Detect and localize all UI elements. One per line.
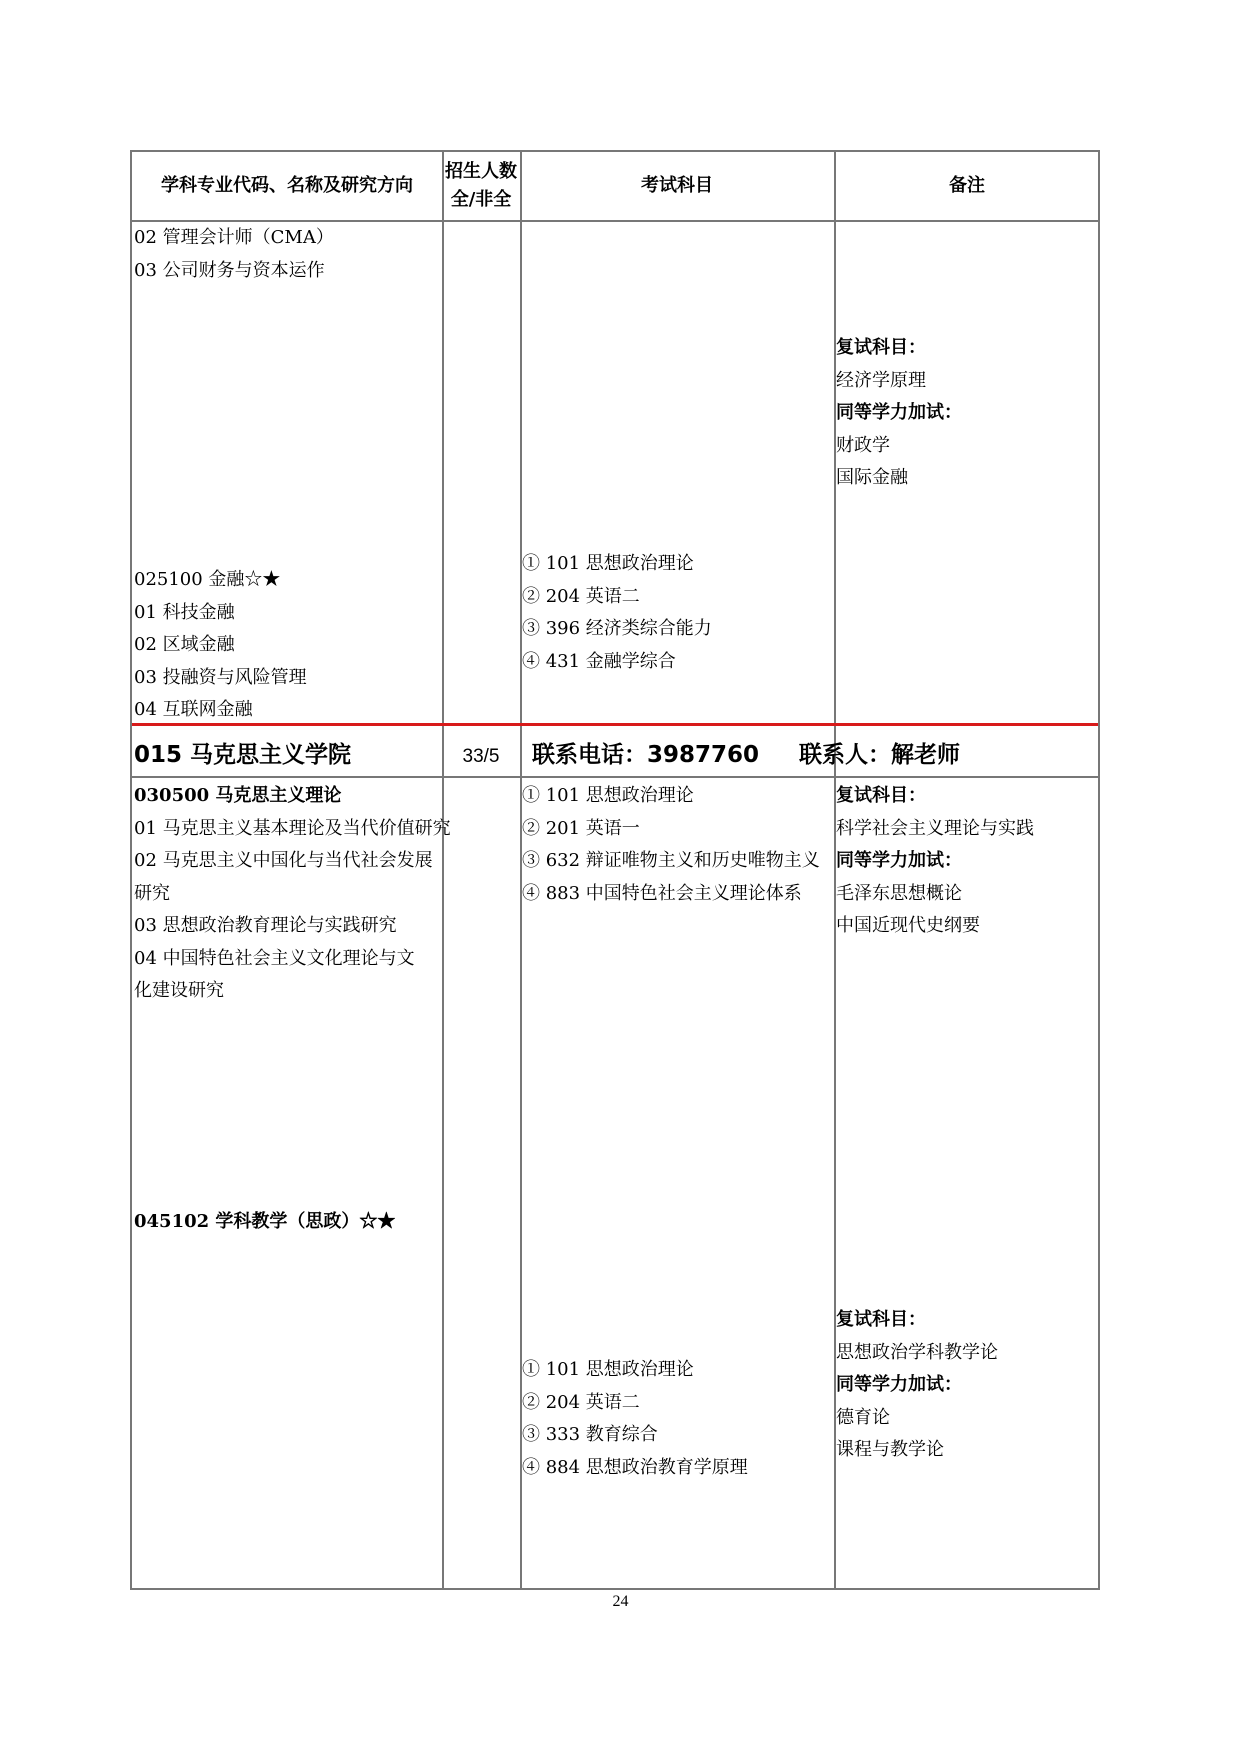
extra-subject: 财政学	[836, 434, 890, 456]
header-major: 学科专业代码、名称及研究方向	[161, 175, 413, 196]
direction-item: 01 马克思主义基本理论及当代价值研究	[134, 817, 451, 839]
direction-item: 02 区域金融	[134, 634, 235, 655]
direction-item: 研究	[134, 882, 170, 904]
major-title: 045102 学科教学（思政）☆★	[134, 1211, 396, 1232]
retest-label: 复试科目：	[836, 785, 926, 806]
school-quota: 33/5	[462, 746, 500, 767]
major-finance	[134, 564, 307, 727]
header-notes: 备注	[949, 175, 985, 196]
exam-item: ③ 632 辩证唯物主义和历史唯物主义	[522, 850, 820, 871]
notes-edu	[836, 1304, 998, 1467]
notes-marxism	[836, 780, 1034, 943]
extra-subject: 德育论	[836, 1406, 890, 1428]
major-title: 025100 金融☆★	[134, 569, 281, 590]
direction-item: 03 公司财务与资本运作	[134, 259, 325, 281]
major-edu	[134, 1206, 395, 1239]
extra-subject: 毛泽东思想概论	[836, 882, 962, 904]
direction-item: 03 思想政治教育理论与实践研究	[134, 915, 397, 936]
direction-item: 02 马克思主义中国化与当代社会发展	[134, 850, 433, 871]
exam-item: ④ 883 中国特色社会主义理论体系	[522, 882, 802, 904]
exams-marxism	[522, 780, 820, 910]
page-number: 24	[612, 1593, 629, 1610]
direction-item: 01 科技金融	[134, 601, 235, 623]
directions-continued	[134, 222, 334, 287]
exam-item: ④ 431 金融学综合	[522, 650, 676, 672]
exam-item: ④ 884 思想政治教育学原理	[522, 1456, 748, 1478]
major-title: 030500 马克思主义理论	[134, 785, 342, 806]
extra-exam-label: 同等学力加试：	[836, 402, 962, 423]
notes-top	[836, 332, 962, 495]
exam-item: ② 204 英语二	[522, 585, 640, 607]
admission-table	[130, 150, 1100, 1590]
extra-subject: 课程与教学论	[836, 1439, 944, 1460]
retest-subject: 科学社会主义理论与实践	[836, 817, 1034, 839]
extra-subject: 中国近现代史纲要	[836, 915, 980, 936]
exam-item: ① 101 思想政治理论	[522, 1359, 694, 1380]
major-marxism	[134, 780, 451, 1008]
direction-item: 化建设研究	[134, 980, 224, 1001]
school-name: 015 马克思主义学院	[134, 742, 352, 768]
extra-exam-label: 同等学力加试：	[836, 850, 962, 871]
exams-finance	[522, 548, 712, 678]
retest-label: 复试科目：	[836, 1309, 926, 1330]
header-exam: 考试科目	[641, 175, 713, 196]
retest-label: 复试科目：	[836, 337, 926, 358]
retest-subject: 思想政治学科教学论	[836, 1341, 998, 1363]
extra-subject: 国际金融	[836, 467, 908, 488]
extra-exam-label: 同等学力加试：	[836, 1374, 962, 1395]
direction-item: 04 中国特色社会主义文化理论与文	[134, 947, 415, 969]
school-contact: 联系电话：3987760 联系人：解老师	[532, 742, 961, 768]
direction-item: 03 投融资与风险管理	[134, 666, 307, 688]
exam-item: ① 101 思想政治理论	[522, 553, 694, 574]
exam-item: ① 101 思想政治理论	[522, 785, 694, 806]
exam-item: ② 204 英语二	[522, 1391, 640, 1413]
direction-item: 02 管理会计师（CMA）	[134, 227, 334, 248]
direction-item: 04 互联网金融	[134, 699, 253, 720]
school-row-divider	[132, 776, 1098, 778]
exams-edu	[522, 1354, 748, 1484]
header-quota: 招生人数 全/非全	[445, 161, 517, 210]
retest-subject: 经济学原理	[836, 369, 926, 391]
exam-item: ② 201 英语一	[522, 817, 640, 839]
exam-item: ③ 396 经济类综合能力	[522, 618, 712, 639]
exam-item: ③ 333 教育综合	[522, 1424, 658, 1445]
